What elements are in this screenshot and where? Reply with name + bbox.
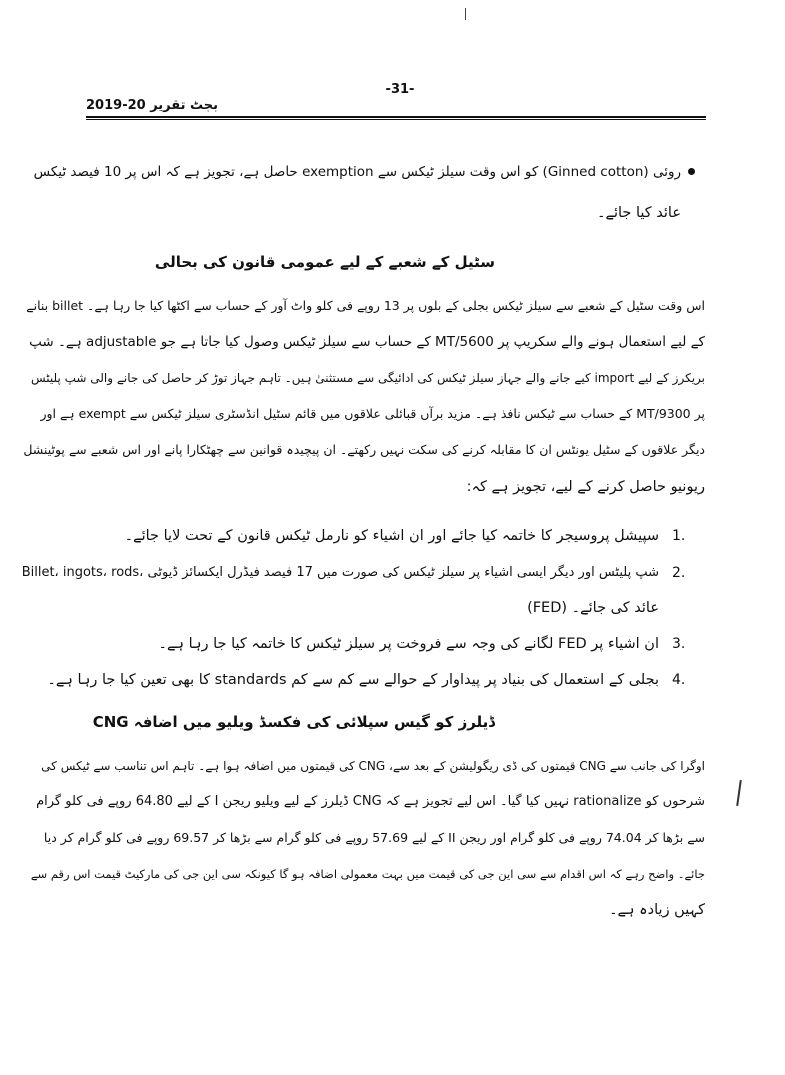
list-number: 4. [672, 672, 686, 688]
margin-pen-mark [736, 780, 742, 806]
paragraph-line: اوگرا کی جانب سے CNG قیمتوں کی ڈی ریگولیشن کے بعد سے، CNG کی قیمتوں میں اضافہ ہوا ہے۔ تاہم اس تناسب سے ٹیکس کی [41, 759, 705, 773]
paragraph-line: شرحوں کو rationalize نہیں کیا گیا۔ اس لیے تجویز ہے کہ CNG ڈیلرز کے لیے ویلیو ریجن I کے لیے 64.80 روپے فی کلو گرام [36, 794, 705, 809]
list-number: 2. [672, 565, 686, 581]
header-rule-thin [86, 119, 706, 120]
paragraph-line: بریکرز کے لیے import کیے جانے والے جہاز سیلز ٹیکس کی ادائیگی سے مستثنیٰ ہیں۔ تاہم جہاز توڑ کر حاصل کی جانے والی شپ پلیٹس [30, 371, 705, 385]
bullet-line: روئی (Ginned cotton) کو اس وقت سیلز ٹیکس سے exemption حاصل ہے، تجویز ہے کہ اس پر 10 فیصد ٹیکس [33, 164, 681, 180]
scan-mark [465, 8, 466, 20]
list-item-line: Billet، ingots، rods، شپ پلیٹس اور دیگر ایسی اشیاء پر سیلز ٹیکس کی صورت میں 17 فیصد فیڈرل ایکسائز ڈیوٹی [21, 565, 659, 580]
list-item-line: سپیشل پروسیجر کا خاتمہ کیا جائے اور ان اشیاء کو نارمل ٹیکس قانون کے تحت لایا جائے۔ [124, 528, 659, 544]
section-heading-steel: سٹیل کے شعبے کے لیے عمومی قانون کی بحالی [154, 253, 495, 271]
list-item-line: بجلی کے استعمال کی بنیاد پر پیداوار کے حوالے سے کم سے کم standards کا بھی تعین کیا جا رہا ہے۔ [47, 672, 659, 688]
running-header: بجٹ تقریر 20-2019 [86, 98, 219, 113]
paragraph-line: کہیں زیادہ ہے۔ [609, 902, 705, 918]
header-rule [86, 116, 706, 118]
paragraph-line: پر MT/9300 کے حساب سے ٹیکس نافذ ہے۔ مزید برآں قبائلی علاقوں میں قائم سٹیل انڈسٹری سیلز ٹیکس سے exempt ہے اور [40, 406, 705, 421]
paragraph-line: جائے۔ واضح رہے کہ اس اقدام سے سی این جی کی قیمت میں بہت معمولی اضافہ ہو گا کیونکہ سی این جی کی مارکیٹ قیمت اس رقم سے [30, 867, 705, 881]
list-number: 1. [672, 528, 686, 544]
paragraph-line: دیگر علاقوں کے سٹیل یونٹس ان کا مقابلہ کرنے کی سکت نہیں رکھتے۔ ان پیچیدہ قوانین سے چھٹکارا پانے اور اس شعبے سے پوٹینشل [23, 442, 705, 457]
list-item-line: (FED) عائد کی جائے۔ [527, 600, 659, 616]
section-heading-cng: CNG ڈیلرز کو گیس سپلائی کی فکسڈ ویلیو میں اضافہ [92, 713, 495, 731]
list-number: 3. [672, 636, 686, 652]
paragraph-line: کے لیے استعمال ہونے والے سکریپ پر MT/5600 کے حساب سے سیلز ٹیکس وصول کیا جاتا ہے جو adjustable ہے۔ شپ [29, 334, 705, 350]
paragraph-line: ریونیو حاصل کرنے کے لیے، تجویز ہے کہ: [466, 479, 705, 495]
page-number: -31- [385, 82, 415, 97]
list-item-line: ان اشیاء پر FED لگانے کی وجہ سے فروخت پر سیلز ٹیکس کا خاتمہ کیا جا رہا ہے۔ [158, 636, 659, 652]
paragraph-line: اس وقت سٹیل کے شعبے سے سیلز ٹیکس بجلی کے بلوں پر 13 روپے فی کلو واٹ آور کے حساب سے اکٹھا کیا جا رہا ہے۔ billet بنانے [26, 298, 705, 313]
bullet-line: عائد کیا جائے۔ [596, 205, 681, 221]
paragraph-line: سے بڑھا کر 74.04 روپے فی کلو گرام اور ریجن II کے لیے 57.69 روپے فی کلو گرام سے بڑھا کر 69.57 روپے فی کلو گرام کر دیا [43, 830, 705, 845]
bullet-icon [688, 168, 695, 175]
